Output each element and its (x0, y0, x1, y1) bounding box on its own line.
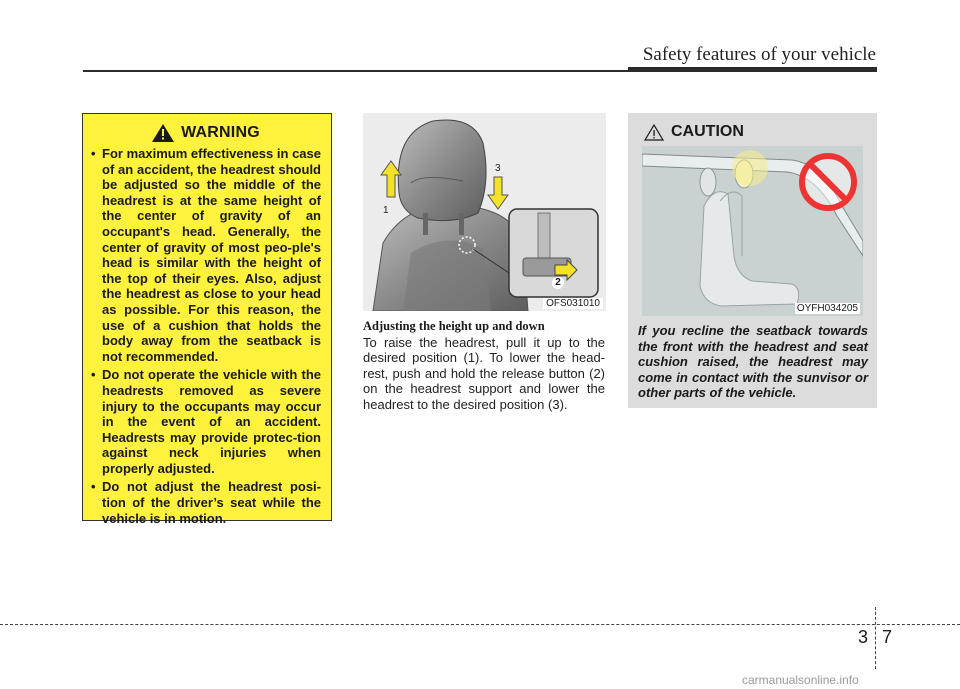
chapter-number: 3 (858, 627, 869, 647)
warning-heading (91, 124, 321, 142)
warning-item: • Do not operate the vehicle with the headrests removed as severe injury to the occupants may occur in the event of an accident. Headrests may provide protec-tion against neck injuries when properly adjusted. (91, 367, 321, 476)
caution-image-code: OYFH034205 (796, 303, 858, 314)
caution-triangle-icon (644, 124, 664, 141)
section-body: To raise the headrest, pull it up to the desired position (1). To lower the head-rest, push and hold the release button (2) on the headrest support and lower the headrest to the desired position (3). (363, 335, 605, 412)
figure-code: OFS031010 (543, 298, 603, 309)
caution-heading (644, 123, 869, 141)
section-caption: Adjusting the height up and down (363, 319, 545, 333)
warning-item: • Do not adjust the headrest posi-tion of the driver’s seat while the vehicle is in motion. (91, 479, 321, 526)
caution-text: If you recline the seatback towards the front with the headrest and seat cushion raised, the headrest may come in contact with the sunvisor or other parts of the vehicle. (638, 323, 868, 401)
caution-illustration (642, 146, 863, 316)
warning-box (82, 113, 332, 526)
warning-list (91, 146, 321, 526)
header-title: Safety features of your vehicle (642, 44, 876, 65)
headrest-figure (363, 113, 606, 311)
figure-label-2: 2 (552, 277, 564, 289)
header-rule (83, 70, 628, 72)
caution-box (628, 113, 877, 408)
warning-triangle-icon (152, 124, 174, 142)
watermark: carmanualsonline.info (742, 673, 859, 687)
page-divider (875, 607, 876, 669)
header-rule-accent (628, 67, 877, 72)
figure-label-3: 3 (495, 163, 501, 174)
page-number: 7 (882, 627, 893, 647)
figure-label-1: 1 (383, 205, 389, 216)
warning-item: • For maximum effectiveness in case of an accident, the headrest should be adjusted so the middle of the headrest is at the same height of the center of gravity of an occupant's head. Generally, the center of gravity of most peo-ple's head is similar with the height of the top of their eyes. Also, adjust the headrest as close to your head as possible. For this reason, the use of a cushion that holds the body away from the seatback is not recommended. (91, 146, 321, 364)
headrest-illustration (363, 113, 606, 311)
footer-rule (0, 624, 960, 625)
caution-title: CAUTION (671, 123, 744, 140)
prohibited-icon (801, 155, 855, 209)
warning-title: WARNING (181, 124, 260, 141)
